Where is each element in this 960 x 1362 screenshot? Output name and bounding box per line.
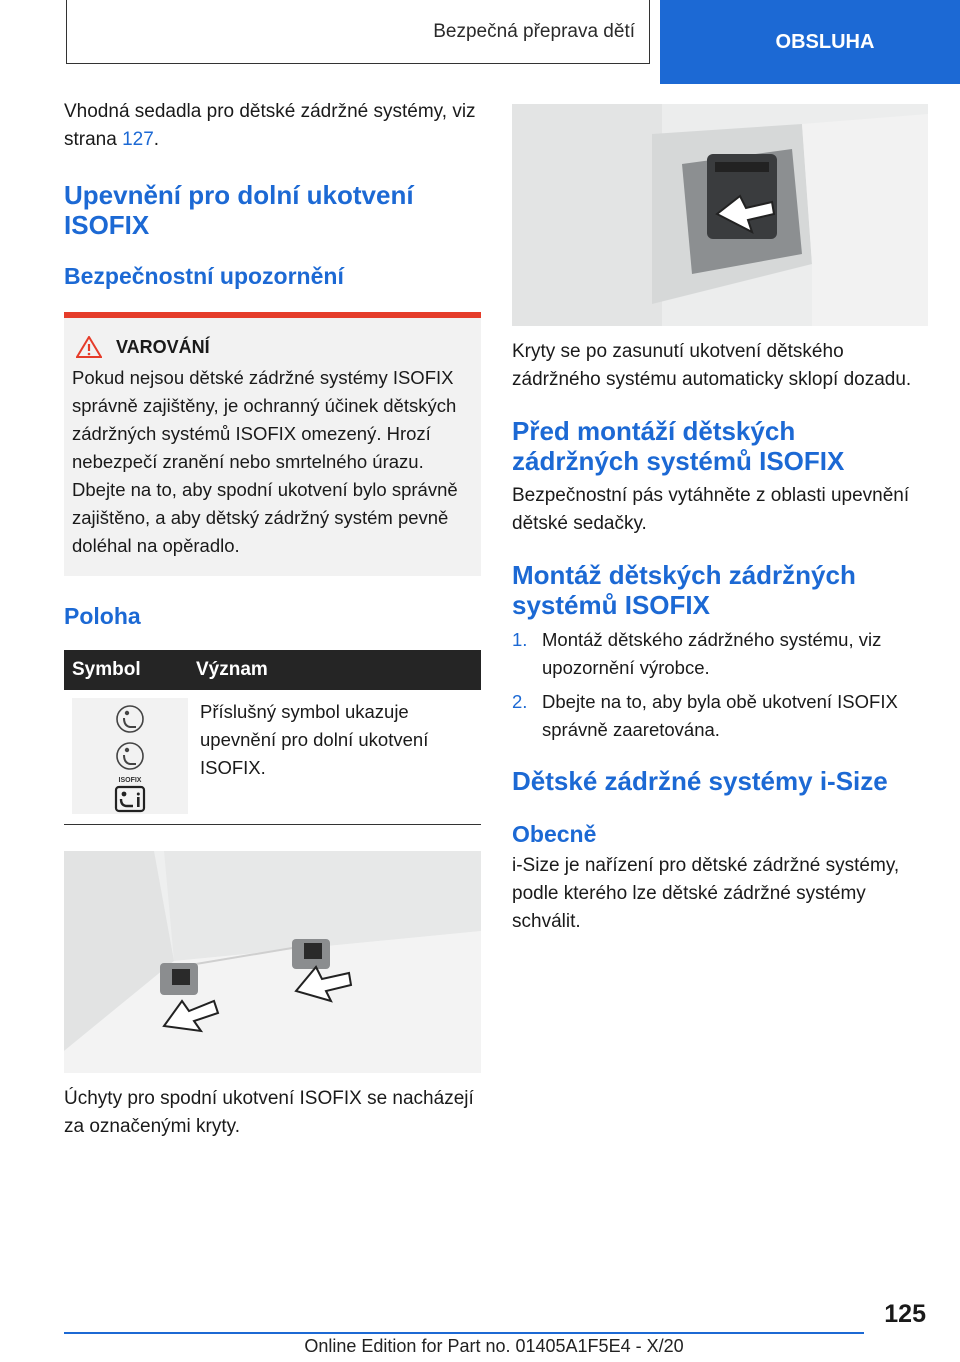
isize-heading: Dětské zádržné systémy i-Size — [512, 766, 888, 796]
symbol-column-header: Symbol — [72, 659, 141, 680]
cover-photo — [512, 104, 928, 326]
warning-triangle-icon — [76, 336, 102, 358]
step-text: Montáž dětského zádržného systému, viz upozornění výrobce. — [542, 629, 882, 678]
warning-box — [64, 312, 481, 576]
page-link[interactable]: 127 — [122, 129, 154, 150]
intro-paragraph — [64, 98, 481, 154]
left-column — [64, 98, 481, 1141]
anchor-cover-illustration — [512, 104, 928, 326]
general-subheading: Obecně — [512, 821, 597, 847]
list-item — [512, 688, 928, 744]
isofix-icon-label: ISOFIX — [118, 777, 142, 784]
isize-text: i-Size je nařízení pro dětské zádržné systémy, podle kterého lze dětské zádržné systémy schválit. — [512, 855, 900, 932]
edition-footer: Online Edition for Part no. 01405A1F5E4 - X/20 — [304, 1336, 684, 1356]
page-header — [0, 0, 960, 66]
isofix-anchors-photo — [64, 851, 481, 1073]
position-heading: Poloha — [64, 603, 141, 629]
rear-seat-illustration — [64, 851, 481, 1073]
intro-text: Vhodná sedadla pro dětské zádržné systémy, viz strana — [64, 101, 476, 150]
meaning-column-header: Význam — [196, 659, 268, 680]
intro-end: . — [153, 129, 160, 150]
step-number: 1. — [512, 629, 528, 650]
warning-text: Pokud nejsou dětské zádržné systémy ISOFIX správně zajištěny, je ochranný účinek dětských zádržných systémů ISOFIX omezený. Hrozí nebezpečí zranění nebo smrtelného úrazu. Dbejte na to, aby spodní ukotvení bylo správně zajištěno, a aby dětský zádržný systém pevně doléhal na opěradlo. — [72, 367, 458, 556]
chapter-tab: OBSLUHA — [660, 0, 960, 84]
table-header — [64, 650, 481, 690]
isofix-heading: Upevnění pro dolní ukotvení ISOFIX — [64, 180, 414, 240]
mount-steps — [512, 626, 928, 744]
symbol-table — [64, 650, 481, 825]
section-title: Bezpečná přeprava dětí — [66, 0, 650, 64]
symbol-description: Příslušný symbol ukazuje upevnění pro dolní ukotvení ISOFIX. — [200, 701, 429, 778]
step-text: Dbejte na to, aby byla obě ukotvení ISOFIX správně zaaretována. — [542, 691, 898, 740]
table-row — [64, 690, 481, 825]
safety-subheading: Bezpečnostní upozornění — [64, 263, 344, 289]
page-number: 125 — [884, 1300, 926, 1328]
before-text: Bezpečnostní pás vytáhněte z oblasti upevnění dětské sedačky. — [512, 485, 910, 534]
left-photo-caption: Úchyty pro spodní ukotvení ISOFIX se nacházejí za označenými kryty. — [64, 1088, 474, 1137]
right-photo-caption: Kryty se po zasunutí ukotvení dětského zádržného systému automaticky sklopí dozadu. — [512, 341, 912, 390]
footer-divider — [64, 1332, 864, 1334]
isofix-symbols — [72, 698, 188, 814]
before-heading: Před montáží dětských zádržných systémů ISOFIX — [512, 416, 845, 476]
step-number: 2. — [512, 691, 528, 712]
warning-header — [72, 336, 471, 358]
mount-heading: Montáž dětských zádržných systémů ISOFIX — [512, 560, 856, 620]
isofix-icon — [72, 698, 188, 814]
right-column — [512, 104, 928, 936]
warning-title: VAROVÁNÍ — [116, 336, 210, 357]
list-item — [512, 626, 928, 682]
